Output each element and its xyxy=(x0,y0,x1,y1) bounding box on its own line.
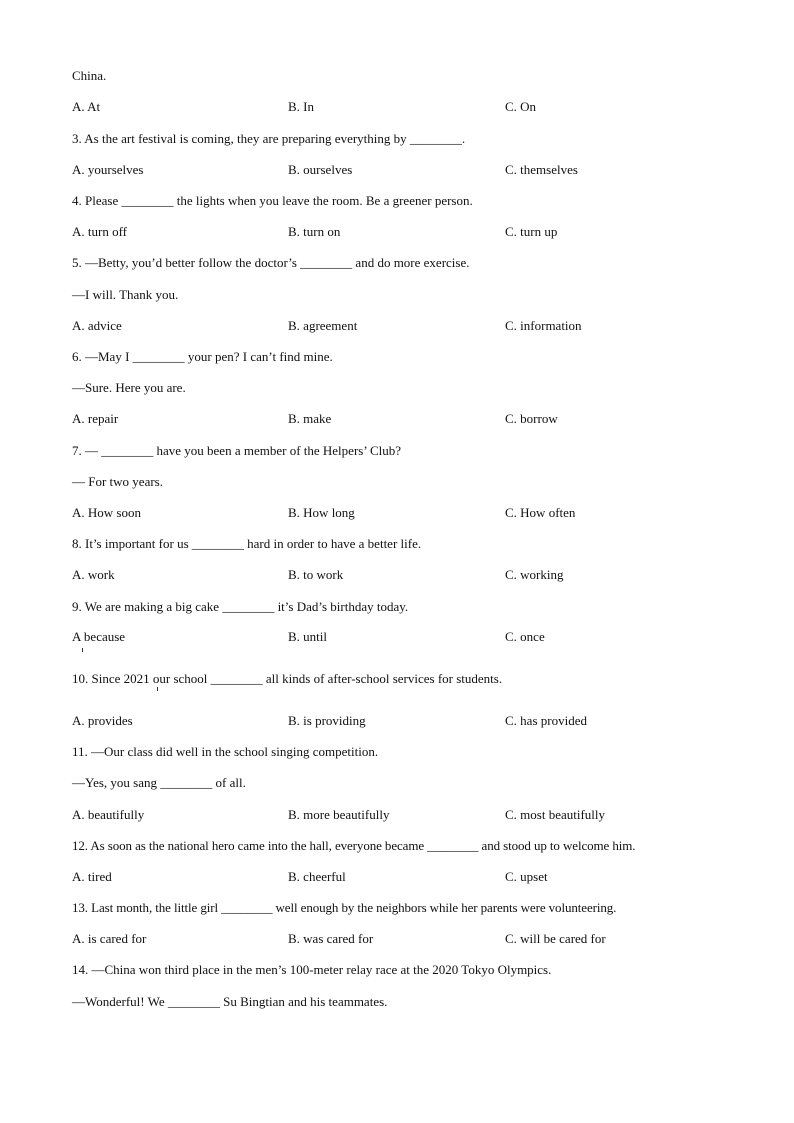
question-6: 6. —May I ________ your pen? I can’t find mine. xyxy=(72,349,333,364)
option-c[interactable]: C. themselves xyxy=(505,162,578,177)
option-c[interactable]: C. upset xyxy=(505,869,548,884)
stray-mark xyxy=(157,687,158,691)
option-b[interactable]: B. make xyxy=(288,411,332,426)
question-5-reply: —I will. Thank you. xyxy=(72,287,179,302)
option-c[interactable]: C. borrow xyxy=(505,411,558,426)
option-a[interactable]: A. turn off xyxy=(72,224,128,239)
question-10: 10. Since 2021 our school ________ all kinds of after-school services for students. xyxy=(72,671,503,686)
option-a[interactable]: A. work xyxy=(72,567,115,582)
question-14-reply: —Wonderful! We ________ Su Bingtian and his teammates. xyxy=(72,994,388,1009)
option-b[interactable]: B. was cared for xyxy=(288,931,374,946)
question-7: 7. — ________ have you been a member of the Helpers’ Club? xyxy=(72,443,401,458)
option-b[interactable]: B. until xyxy=(288,629,328,644)
option-b[interactable]: B. ourselves xyxy=(288,162,353,177)
q2-options xyxy=(72,99,732,115)
option-c[interactable]: C. On xyxy=(505,99,537,114)
option-b[interactable]: B. In xyxy=(288,99,314,114)
question-11-reply: —Yes, you sang ________ of all. xyxy=(72,775,246,790)
question-3: 3. As the art festival is coming, they are preparing everything by ________. xyxy=(72,131,466,146)
q13-options xyxy=(72,931,732,947)
option-c[interactable]: C. most beautifully xyxy=(505,807,606,822)
option-b[interactable]: B. How long xyxy=(288,505,355,520)
question-8: 8. It’s important for us ________ hard in order to have a better life. xyxy=(72,536,422,551)
option-a[interactable]: A. How soon xyxy=(72,505,141,520)
q6-options xyxy=(72,411,732,427)
option-a[interactable]: A. beautifully xyxy=(72,807,145,822)
option-c[interactable]: C. How often xyxy=(505,505,576,520)
option-c[interactable]: C. once xyxy=(505,629,545,644)
q9-options xyxy=(72,629,732,645)
question-13: 13. Last month, the little girl ________ well enough by the neighbors while her parents were volunteering. xyxy=(72,900,617,915)
option-b[interactable]: B. to work xyxy=(288,567,344,582)
q5-options xyxy=(72,318,732,334)
q10-options xyxy=(72,713,732,729)
q8-options xyxy=(72,567,732,583)
q7-options xyxy=(72,505,732,521)
question-14: 14. —China won third place in the men’s 100-meter relay race at the 2020 Tokyo Olympics. xyxy=(72,962,552,977)
option-a[interactable]: A. advice xyxy=(72,318,122,333)
question-12: 12. As soon as the national hero came into the hall, everyone became ________ and stood up to welcome him. xyxy=(72,838,636,853)
question-11: 11. —Our class did well in the school singing competition. xyxy=(72,744,379,759)
q4-options xyxy=(72,224,732,240)
option-a[interactable]: A. tired xyxy=(72,869,112,884)
question-7-reply: — For two years. xyxy=(72,474,163,489)
option-b[interactable]: B. turn on xyxy=(288,224,341,239)
option-b[interactable]: B. more beautifully xyxy=(288,807,390,822)
q3-options xyxy=(72,162,732,178)
question-6-reply: —Sure. Here you are. xyxy=(72,380,186,395)
option-a[interactable]: A. provides xyxy=(72,713,133,728)
stray-mark xyxy=(82,648,83,652)
question-4: 4. Please ________ the lights when you leave the room. Be a greener person. xyxy=(72,193,473,208)
question-9: 9. We are making a big cake ________ it’s Dad’s birthday today. xyxy=(72,599,409,614)
q12-options xyxy=(72,869,732,885)
option-b[interactable]: B. cheerful xyxy=(288,869,346,884)
option-c[interactable]: C. has provided xyxy=(505,713,587,728)
option-c[interactable]: C. information xyxy=(505,318,582,333)
option-a[interactable]: A because xyxy=(72,629,126,644)
option-a[interactable]: A. repair xyxy=(72,411,119,426)
option-a[interactable]: A. At xyxy=(72,99,101,114)
option-c[interactable]: C. turn up xyxy=(505,224,558,239)
option-c[interactable]: C. working xyxy=(505,567,564,582)
option-b[interactable]: B. agreement xyxy=(288,318,358,333)
q2-stem-tail: China. xyxy=(72,68,107,83)
option-a[interactable]: A. yourselves xyxy=(72,162,144,177)
option-b[interactable]: B. is providing xyxy=(288,713,366,728)
option-a[interactable]: A. is cared for xyxy=(72,931,147,946)
question-5: 5. —Betty, you’d better follow the doctor’s ________ and do more exercise. xyxy=(72,255,470,270)
q11-options xyxy=(72,807,732,823)
option-c[interactable]: C. will be cared for xyxy=(505,931,606,946)
